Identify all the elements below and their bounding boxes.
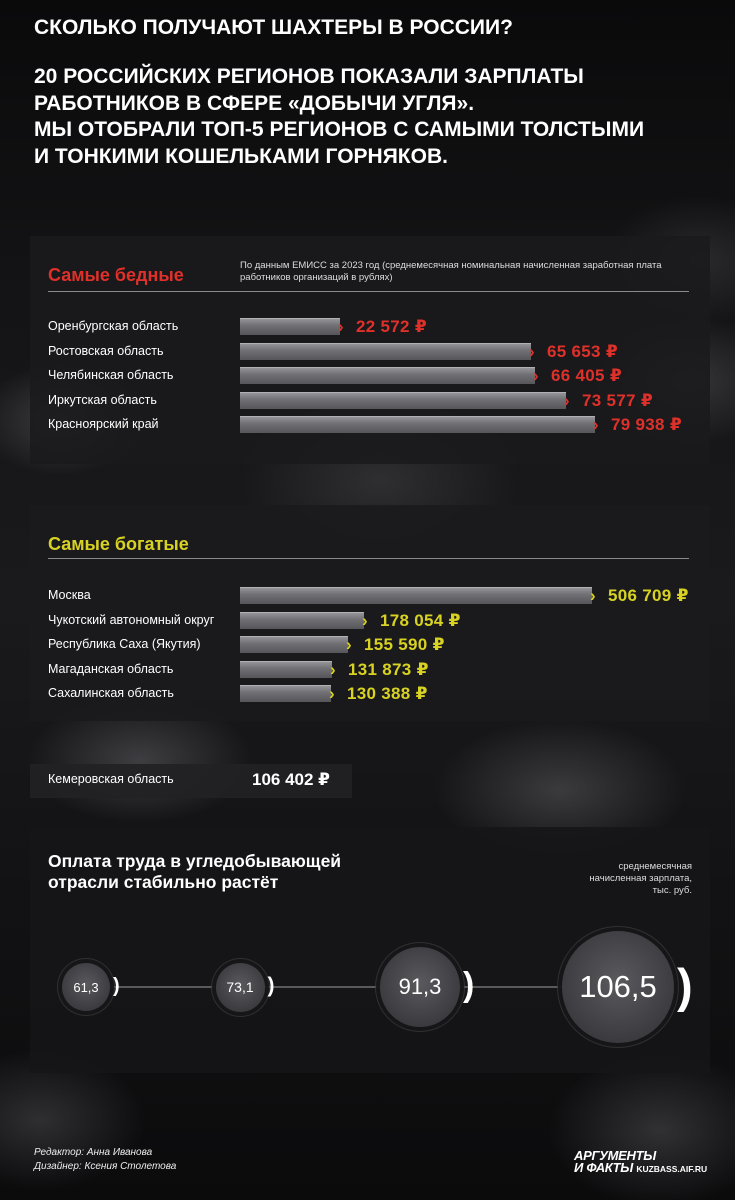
arc-icon: ) [677,958,693,1012]
salary-bar [240,635,352,654]
logo-line2: И ФАКТЫ [574,1160,633,1175]
region-label: Республика Саха (Якутия) [48,637,201,651]
credits: Редактор: Анна Иванова Дизайнер: Ксения Столетова [34,1147,177,1172]
arc-icon: ) [267,973,275,997]
timeline-circle: 73,1 [216,963,265,1012]
bar-chevron-icon: › [564,390,570,410]
header [34,14,714,170]
source-note: По данным ЕМИСС за 2023 год (среднемесячная номинальная начисленная заработная плата работников организаций в рублях) [240,260,662,283]
poorest-title: Самые бедные [48,265,184,285]
kemerovo-value: 106 402 ₽ [252,770,331,789]
region-label: Чукотский автономный округ [48,612,215,627]
salary-value: 73 577 ₽ [582,390,653,410]
bar-chevron-icon: › [529,341,535,361]
salary-bar [240,610,368,630]
region-label: Москва [48,588,91,602]
logo-site: KUZBASS.AIF.RU [636,1164,708,1174]
salary-bar [240,341,535,361]
bar-chevron-icon: › [329,684,335,703]
salary-bar [240,586,596,605]
richest-title: Самые богатые [48,534,189,554]
bar-chevron-icon: › [346,635,352,654]
timeline-note: среднемесячная начисленная зарплата, тыс. руб. [589,861,692,896]
salary-value: 79 938 ₽ [611,415,682,434]
salary-value: 178 054 ₽ [380,610,461,630]
arc-icon: ) [463,965,475,1004]
aif-logo [574,1150,707,1175]
salary-bar [240,684,335,703]
bar-chevron-icon: › [362,610,368,630]
region-label: Оренбургская область [48,319,179,333]
salary-bar [240,366,539,385]
bar-chevron-icon: › [533,366,539,385]
salary-value: 131 873 ₽ [348,659,429,679]
timeline-circle: 91,3 [380,947,460,1027]
salary-bar [240,659,336,679]
timeline-circle: 106,5 [562,931,674,1043]
region-label: Иркутская область [48,392,157,407]
salary-bar [240,415,599,434]
kemerovo-label: Кемеровская область [48,772,174,786]
region-label: Магаданская область [48,661,174,676]
page-title: СКОЛЬКО ПОЛУЧАЮТ ШАХТЕРЫ В РОССИИ? [34,16,513,39]
salary-value: 66 405 ₽ [551,366,622,385]
timeline-line [110,986,580,988]
timeline-circle: 61,3 [62,963,110,1011]
salary-bar [240,390,570,410]
salary-value: 130 388 ₽ [347,684,428,703]
page-subtitle: 20 РОССИЙСКИХ РЕГИОНОВ ПОКАЗАЛИ ЗАРПЛАТЫ РАБОТНИКОВ В СФЕРЕ «ДОБЫЧИ УГЛЯ». МЫ ОТОБРАЛИ ТОП-5 РЕГИОНОВ С САМЫМИ ТОЛСТЫМИ И ТОНКИМИ КОШЕЛЬКАМИ ГОРНЯКОВ. [34,65,645,168]
bar-chevron-icon: › [338,317,344,336]
region-label: Ростовская область [48,343,164,358]
bar-chevron-icon: › [330,659,336,679]
richest-divider [48,558,689,559]
arc-icon: ) [113,974,120,997]
salary-bar [240,317,344,336]
poorest-divider [48,291,689,292]
timeline-title: Оплата труда в угледобывающей отрасли стабильно растёт [48,851,342,892]
bar-chevron-icon: › [590,586,596,605]
bar-chevron-icon: › [593,415,599,434]
salary-value: 506 709 ₽ [608,586,689,605]
salary-value: 22 572 ₽ [356,317,427,336]
salary-value: 65 653 ₽ [547,341,618,361]
region-label: Красноярский край [48,417,159,431]
region-label: Сахалинская область [48,686,174,700]
logo-line1: АРГУМЕНТЫ [574,1148,656,1163]
salary-value: 155 590 ₽ [364,635,445,654]
region-label: Челябинская область [48,368,174,382]
